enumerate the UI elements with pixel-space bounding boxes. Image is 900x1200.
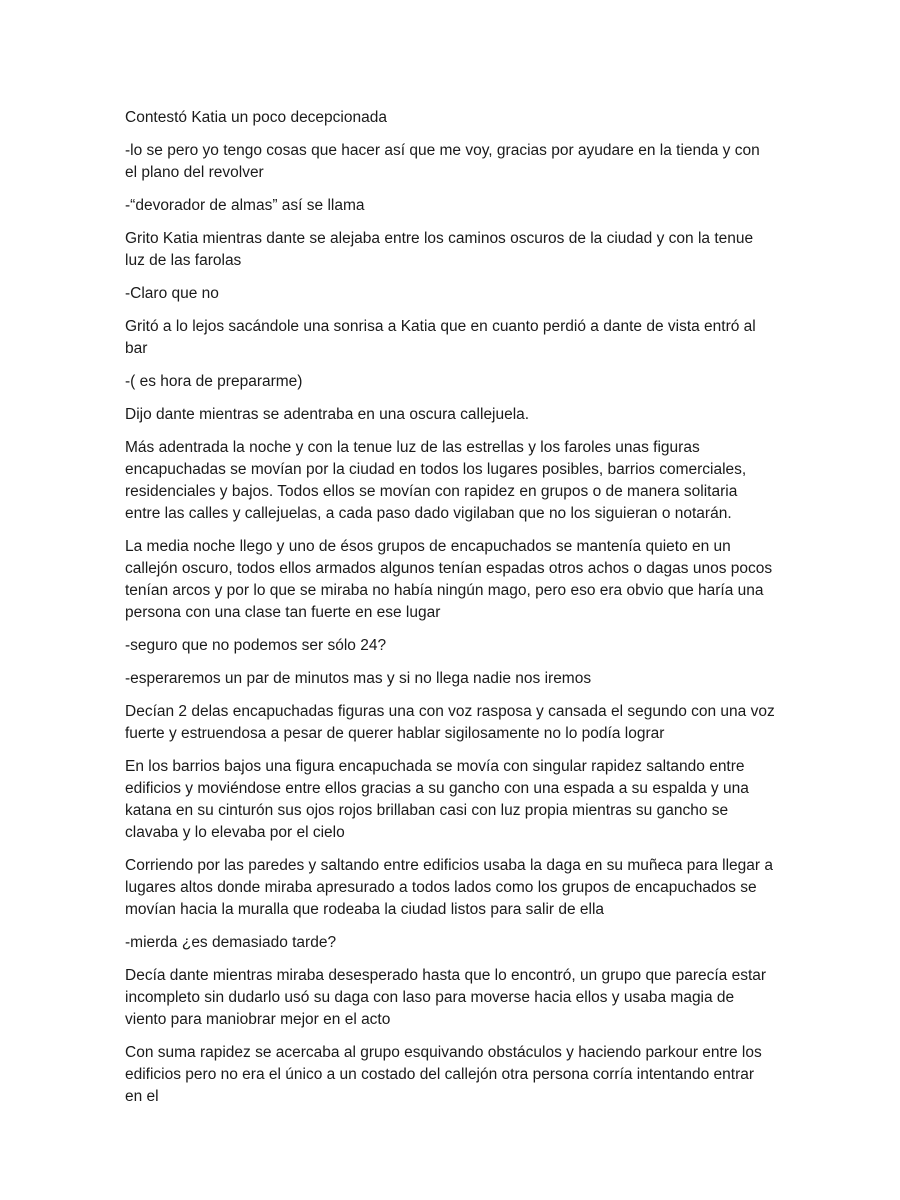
paragraph: -“devorador de almas” así se llama: [125, 197, 365, 214]
paragraph: Contestó Katia un poco decepcionada: [125, 109, 387, 126]
paragraph: Dijo dante mientras se adentraba en una oscura callejuela.: [125, 406, 530, 423]
document-body: [125, 107, 775, 1119]
paragraph: -( es hora de prepararme): [125, 373, 303, 390]
paragraph: Gritó a lo lejos sacándole una sonrisa a Katia que en cuanto perdió a dante de vista entró al bar: [125, 318, 756, 357]
paragraph: Decía dante mientras miraba desesperado hasta que lo encontró, un grupo que parecía estar incompleto sin dudarlo usó su daga con laso para moverse hacia ellos y usaba magia de viento para maniobrar mejor en el acto: [125, 967, 767, 1028]
paragraph: -seguro que no podemos ser sólo 24?: [125, 637, 387, 654]
paragraph: La media noche llego y uno de ésos grupos de encapuchados se mantenía quieto en un callejón oscuro, todos ellos armados algunos tenían espadas otros achos o dagas unos pocos tenían arcos y por lo que se miraba no había ningún mago, pero eso era obvio que haría una persona con una clase tan fuerte en ese lugar: [125, 538, 773, 621]
paragraph: En los barrios bajos una figura encapuchada se movía con singular rapidez saltando entre edificios y moviéndose entre ellos gracias a su gancho con una espada a su espalda y una katana en su cinturón sus ojos rojos brillaban casi con luz propia mientras su gancho se clavaba y lo elevaba por el cielo: [125, 758, 749, 841]
paragraph: -lo se pero yo tengo cosas que hacer así que me voy, gracias por ayudare en la tienda y con el plano del revolver: [125, 142, 760, 181]
paragraph: -Claro que no: [125, 285, 219, 302]
paragraph: -esperaremos un par de minutos mas y si no llega nadie nos iremos: [125, 670, 592, 687]
paragraph: Corriendo por las paredes y saltando entre edificios usaba la daga en su muñeca para llegar a lugares altos donde miraba apresurado a todos lados como los grupos de encapuchados se movían hacia la muralla que rodeaba la ciudad listos para salir de ella: [125, 857, 773, 918]
paragraph: -mierda ¿es demasiado tarde?: [125, 934, 337, 951]
paragraph: Grito Katia mientras dante se alejaba entre los caminos oscuros de la ciudad y con la tenue luz de las farolas: [125, 230, 754, 269]
paragraph: Con suma rapidez se acercaba al grupo esquivando obstáculos y haciendo parkour entre los edificios pero no era el único a un costado del callejón otra persona corría intentando entrar en el: [125, 1044, 762, 1105]
paragraph: Más adentrada la noche y con la tenue luz de las estrellas y los faroles unas figuras encapuchadas se movían por la ciudad en todos los lugares posibles, barrios comerciales, residenciales y bajos. Todos ellos se movían con rapidez en grupos o de manera solitaria entre las calles y callejuelas, a cada paso dado vigilaban que no los siguieran o notarán.: [125, 439, 747, 522]
paragraph: Decían 2 delas encapuchadas figuras una con voz rasposa y cansada el segundo con una voz fuerte y estruendosa a pesar de querer hablar sigilosamente no lo podía lograr: [125, 703, 775, 742]
